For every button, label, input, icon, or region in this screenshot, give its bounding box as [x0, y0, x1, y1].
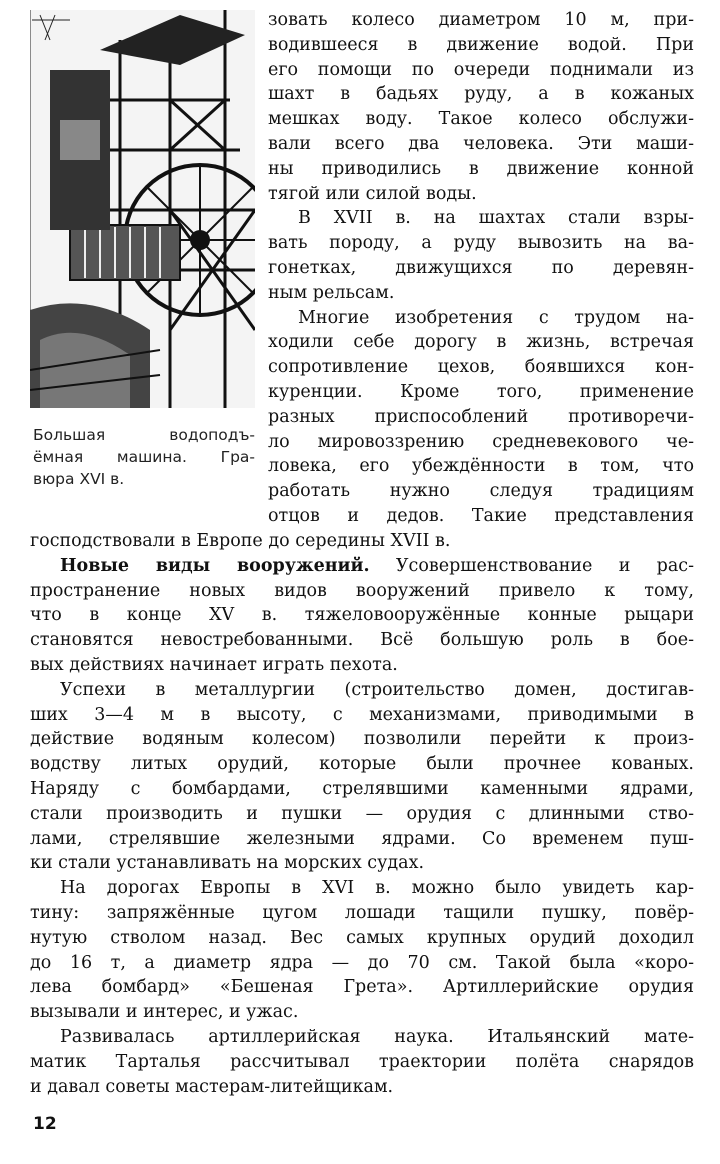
text-line: ны приводились в движение конной	[268, 158, 694, 179]
text-line: нутую стволом назад. Вес самых крупных орудий доходил	[30, 927, 694, 948]
text-line: действие водяным колесом) позволили перейти к произ-	[30, 729, 694, 750]
text-line: Наряду с бомбардами, стрелявшими каменными ядрами,	[30, 778, 694, 799]
text-line: отцов и дедов. Такие представления	[268, 505, 694, 526]
text-line: господствовали в Европе до середины XVII в.	[30, 531, 451, 551]
text-line: его помощи по очереди поднимали из	[268, 59, 694, 80]
text-line: разных приспособлений противоречи-	[268, 406, 694, 427]
text-line: становятся невостребованными. Всё большую роль в бое-	[30, 630, 694, 651]
text-line: лами, стрелявшие железными ядрами. Со временем пуш-	[30, 828, 694, 849]
text-line: матик Тарталья рассчитывал траектории полёта снарядов	[30, 1051, 694, 1072]
text-line: водству литых орудий, которые были прочнее кованых.	[30, 754, 694, 775]
text-line: лева бомбард» «Бешеная Грета». Артиллерийские орудия	[30, 977, 694, 998]
text-line: шахт в бадьях руду, а в кожаных	[268, 84, 694, 105]
text-line: что в конце XV в. тяжеловооружённые конные рыцари	[30, 605, 694, 626]
text-fragment: Усовершенствование и рас-	[395, 555, 694, 576]
text-line: куренции. Кроме того, применение	[268, 381, 694, 402]
caption-line: ёмная машина. Гра-	[33, 448, 255, 466]
text-line: ловека, его убеждённости в том, что	[268, 456, 694, 477]
paragraph-first-line	[30, 554, 694, 579]
text-line: ным рельсам.	[268, 282, 395, 303]
text-line: мешках воду. Такое колесо обслужи-	[268, 109, 694, 130]
text-line: вых действиях начинает играть пехота.	[30, 654, 398, 675]
text-line: Развивалась артиллерийская наука. Итальянский мате-	[60, 1026, 694, 1047]
text-line: стали производить и пушки — орудия с длинными ство-	[30, 803, 694, 824]
text-line: вать породу, а руду вывозить на ва-	[268, 233, 694, 254]
water-lifting-machine-engraving	[30, 10, 255, 408]
text-line: ло мировоззрению средневекового че-	[268, 431, 694, 452]
text-line: гонетках, движущихся по деревян-	[268, 257, 694, 278]
text-line: тягой или силой воды.	[268, 183, 477, 204]
text-line: ших 3—4 м в высоту, с механизмами, приводимыми в	[30, 704, 694, 725]
text-line: сопротивление цехов, боявшихся кон-	[268, 357, 694, 378]
text-line: работать нужно следуя традициям	[268, 481, 694, 502]
main-text	[30, 529, 694, 1099]
page-number: 12	[33, 1114, 57, 1134]
text-line: водившееся в движение водой. При	[268, 34, 694, 55]
text-line: ки стали устанавливать на морских судах.	[30, 853, 425, 874]
section-heading: Новые виды вооружений.	[60, 555, 370, 576]
text-line: В XVII в. на шахтах стали взры-	[298, 208, 694, 229]
figure-caption	[33, 424, 255, 490]
text-line: пространение новых видов вооружений привело к тому,	[30, 580, 694, 601]
text-line: вали всего два человека. Эти маши-	[268, 133, 694, 154]
right-column-text	[268, 8, 694, 529]
engraving-illustration	[30, 10, 255, 408]
text-line: до 16 т, а диаметр ядра — до 70 см. Такой была «коро-	[30, 952, 694, 973]
text-line: зовать колесо диаметром 10 м, при-	[268, 10, 694, 30]
caption-line: вюра XVI в.	[33, 470, 125, 488]
text-line: На дорогах Европы в XVI в. можно было увидеть кар-	[60, 878, 694, 899]
text-line: вызывали и интерес, и ужас.	[30, 1002, 299, 1023]
text-line: Успехи в металлургии (строительство домен, достигав-	[60, 679, 694, 700]
text-line: тину: запряжённые цугом лошади тащили пушку, повёр-	[30, 902, 694, 923]
text-line: и давал советы мастерам-литейщикам.	[30, 1076, 394, 1097]
text-line: Многие изобретения с трудом на-	[298, 307, 694, 328]
caption-line: Большая водоподъ-	[33, 426, 255, 444]
text-line: ходили себе дорогу в жизнь, встречая	[268, 332, 694, 353]
